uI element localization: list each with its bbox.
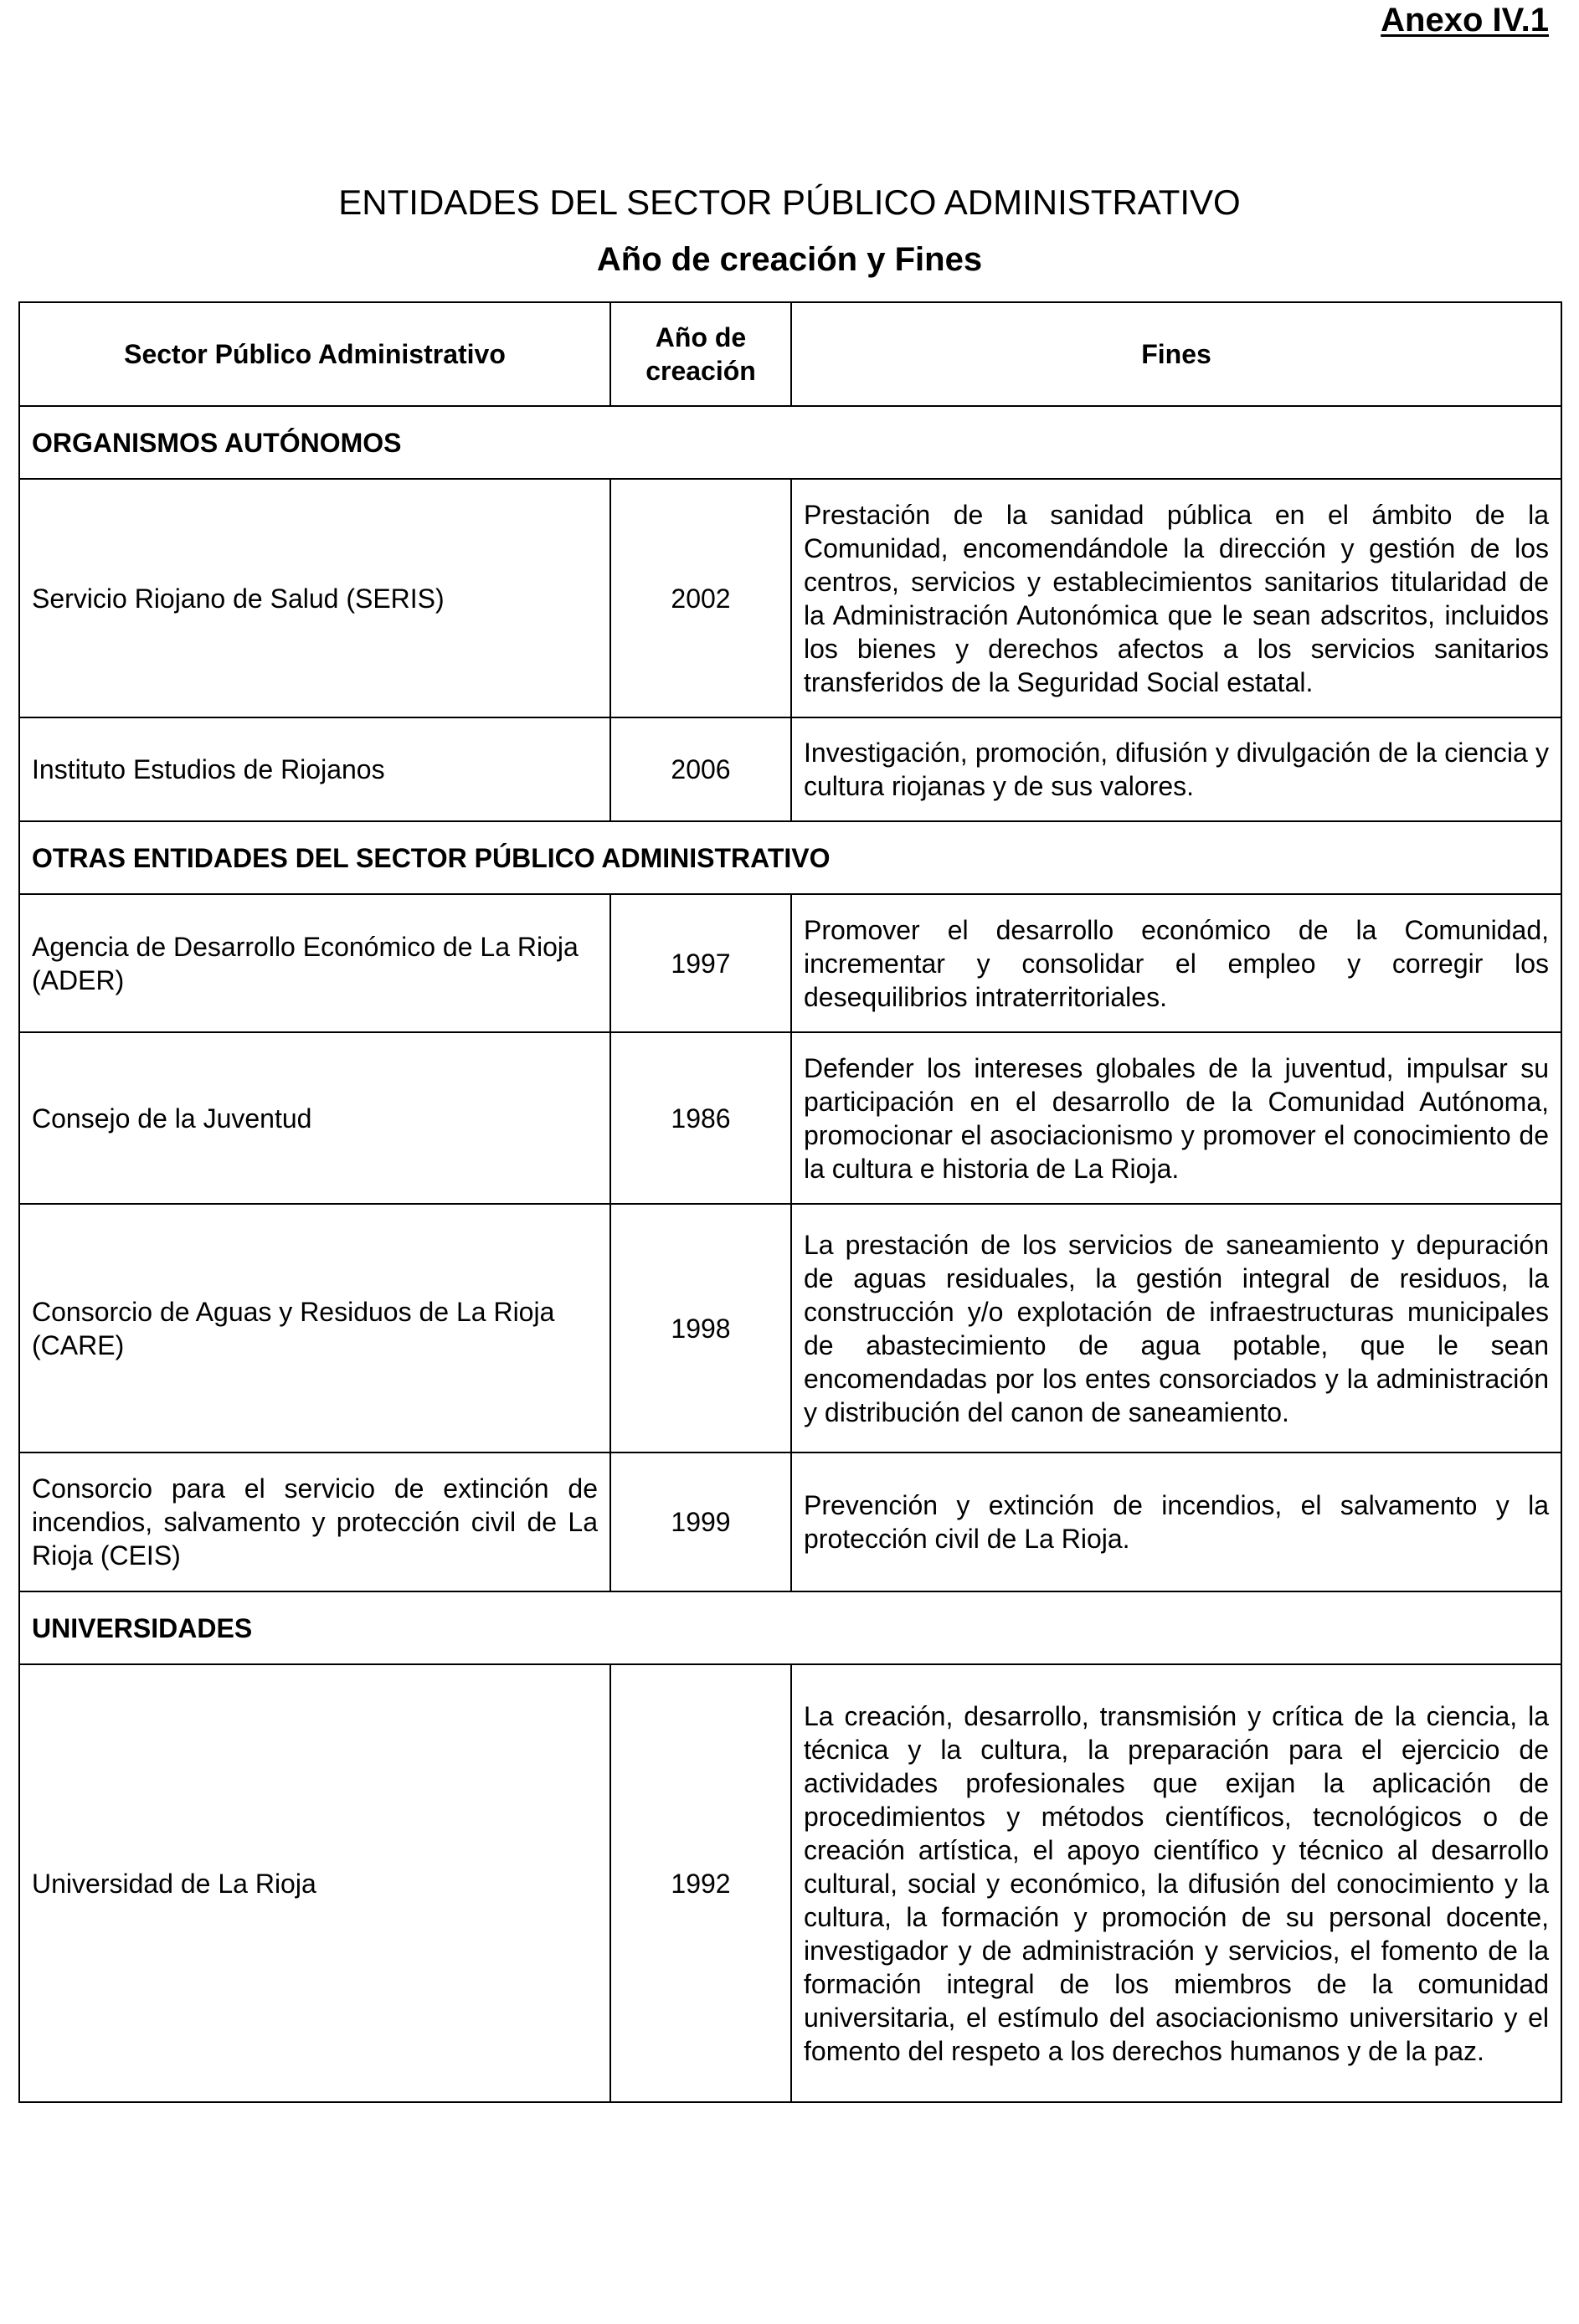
- header-year-line1: Año de: [655, 322, 747, 352]
- section-title: OTRAS ENTIDADES DEL SECTOR PÚBLICO ADMINISTRATIVO: [19, 821, 1561, 894]
- section-row: [19, 821, 1561, 894]
- entity-fines: Promover el desarrollo económico de la Comunidad, incrementar y consolidar el empleo y corregir los desequilibrios intraterritoriales.: [791, 894, 1561, 1032]
- section-title: ORGANISMOS AUTÓNOMOS: [19, 406, 1561, 479]
- table-row: [19, 479, 1561, 717]
- entity-fines: La creación, desarrollo, transmisión y crítica de la ciencia, la técnica y la cultura, la preparación para el ejercicio de actividades profesionales que exijan la aplicación de procedimientos y métodos científicos, tecnológicos o de creación artística, el apoyo científico y técnico al desarrollo cultural, social y económico, la difusión del conocimiento y la cultura, la formación y promoción de su personal docente, investigador y de administración y servicios, el fomento de la formación integral de los miembros de la comunidad universitaria, el estímulo del asociacionismo universitario y el fomento del respeto a los derechos humanos y de la paz.: [791, 1664, 1561, 2102]
- table-row: [19, 1204, 1561, 1452]
- entity-fines: Defender los intereses globales de la juventud, impulsar su participación en el desarrollo de la Comunidad Autónoma, promocionar el asociacionismo y promover el conocimiento de la cultura e historia de La Rioja.: [791, 1032, 1561, 1204]
- entity-name: Servicio Riojano de Salud (SERIS): [19, 479, 610, 717]
- page-subtitle: Año de creación y Fines: [596, 241, 983, 278]
- creation-year: 1999: [610, 1452, 791, 1591]
- entity-name: Agencia de Desarrollo Económico de La Rioja (ADER): [19, 894, 610, 1032]
- header-row: [19, 302, 1561, 406]
- entity-name: Consorcio para el servicio de extinción de incendios, salvamento y protección civil de La Rioja (CEIS): [19, 1452, 610, 1591]
- entity-name: Consejo de la Juventud: [19, 1032, 610, 1204]
- header-fines: Fines: [791, 302, 1561, 406]
- entity-name: Instituto Estudios de Riojanos: [19, 717, 610, 821]
- section-row: [19, 1591, 1561, 1664]
- table-row: [19, 1452, 1561, 1591]
- entity-name: Consorcio de Aguas y Residuos de La Rioja (CARE): [19, 1204, 610, 1452]
- page-title: ENTIDADES DEL SECTOR PÚBLICO ADMINISTRATIVO: [338, 183, 1241, 222]
- header-sector: Sector Público Administrativo: [19, 302, 610, 406]
- creation-year: 1998: [610, 1204, 791, 1452]
- annex-label: Anexo IV.1: [1381, 2, 1549, 39]
- table-row: [19, 894, 1561, 1032]
- table-row: [19, 1664, 1561, 2102]
- entity-fines: Prevención y extinción de incendios, el salvamento y la protección civil de La Rioja.: [791, 1452, 1561, 1591]
- creation-year: 1986: [610, 1032, 791, 1204]
- header-year: [610, 302, 791, 406]
- section-row: [19, 406, 1561, 479]
- creation-year: 1992: [610, 1664, 791, 2102]
- creation-year: 2002: [610, 479, 791, 717]
- entity-fines: Prestación de la sanidad pública en el ámbito de la Comunidad, encomendándole la dirección y gestión de los centros, servicios y establecimientos sanitarios titularidad de la Administración Autonómica que le sean adscritos, incluidos los bienes y derechos afectos a los servicios sanitarios transferidos de la Seguridad Social estatal.: [791, 479, 1561, 717]
- table-row: [19, 1032, 1561, 1204]
- table-row: [19, 717, 1561, 821]
- entity-name: Universidad de La Rioja: [19, 1664, 610, 2102]
- entity-fines: Investigación, promoción, difusión y divulgación de la ciencia y cultura riojanas y de sus valores.: [791, 717, 1561, 821]
- entity-fines: La prestación de los servicios de saneamiento y depuración de aguas residuales, la gestión integral de residuos, la construcción y/o explotación de infraestructuras municipales de abastecimiento de agua potable, que le sean encomendadas por los entes consorciados y la administración y distribución del canon de saneamiento.: [791, 1204, 1561, 1452]
- section-title: UNIVERSIDADES: [19, 1591, 1561, 1664]
- creation-year: 1997: [610, 894, 791, 1032]
- header-year-line2: creación: [645, 356, 756, 386]
- creation-year: 2006: [610, 717, 791, 821]
- entities-table: [18, 301, 1562, 2103]
